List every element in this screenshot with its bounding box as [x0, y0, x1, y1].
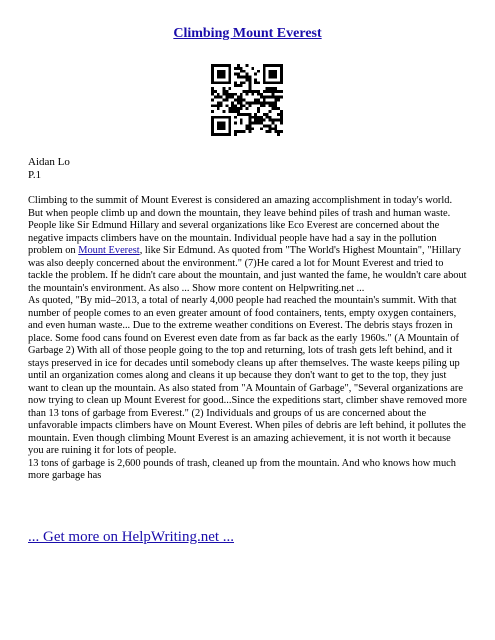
paragraph-1-text-a: Climbing to the summit of Mount Everest is considered an amazing accomplishment in today's world. But when people climb up and down the mountain, they leave behind piles of trash and human waste. People like Sir Edmund Hillary and several organizations like Eco Everest are concerned about the negative impacts climbers have on the mountain. Individual people have had a say in the pollution problem on	[28, 195, 453, 256]
paragraph-1-text-b: , like Sir Edmund. As quoted from "The World's Highest Mountain", "Hillary was also deeply concerned about the environment." (7)He cared a lot for Mount Everest and tried to tackle the problem. If he didn't care about the mountain, and just wanted the fame, he wouldn't care about the mountain's environment. As also ... Show more content on Helpwriting.net ...	[28, 245, 467, 294]
essay-body	[28, 195, 468, 483]
paragraph-2: As quoted, "By mid–2013, a total of nearly 4,000 people had reached the mountain's summit. With that number of people comes to an even greater amount of food containers, tents, empty oxygen containers, and even human waste... Due to the extreme weather conditions on Everest. The debris stays frozen in place. Some food cans found on Everest even date from as far back as the early 1960s." (A Mountain of Garbage 2) With all of those people going to the top and returning, lots of trash gets left behind, and it stays preserved in ice for decades until somebody cleans up after themselves. The waste keeps piling up until an organization comes along and cleans it up because they don't want to get to the top, they just want to clean up the mountain. As also stated from "A Mountain of Garbage", "Several organizations are now trying to clean up Mount Everest for good...Since the expeditions start, climber shave removed more than 13 tons of garbage from Everest." (2) Individuals and groups of us are concerned about the unfavorable impacts climbers have on Mount Everest. When piles of debris are left behind, it pollutes the mountain. Even though climbing Mount Everest is an amazing achievement, it is not worth it because you are ruining it for lots of people.	[28, 295, 467, 456]
paragraph-3: 13 tons of garbage is 2,600 pounds of trash, cleaned up from the mountain. And who knows how much more garbage has	[28, 457, 456, 481]
author-name: Aidan Lo	[28, 156, 70, 168]
paragraph-1	[28, 195, 468, 295]
qr-code-icon	[211, 64, 283, 136]
page-title[interactable]: Climbing Mount Everest	[173, 26, 322, 41]
author-block	[28, 156, 70, 182]
mount-everest-link[interactable]: Mount Everest	[78, 245, 140, 256]
section-label: P.1	[28, 169, 42, 181]
get-more-link[interactable]: ... Get more on HelpWriting.net ...	[28, 529, 235, 545]
